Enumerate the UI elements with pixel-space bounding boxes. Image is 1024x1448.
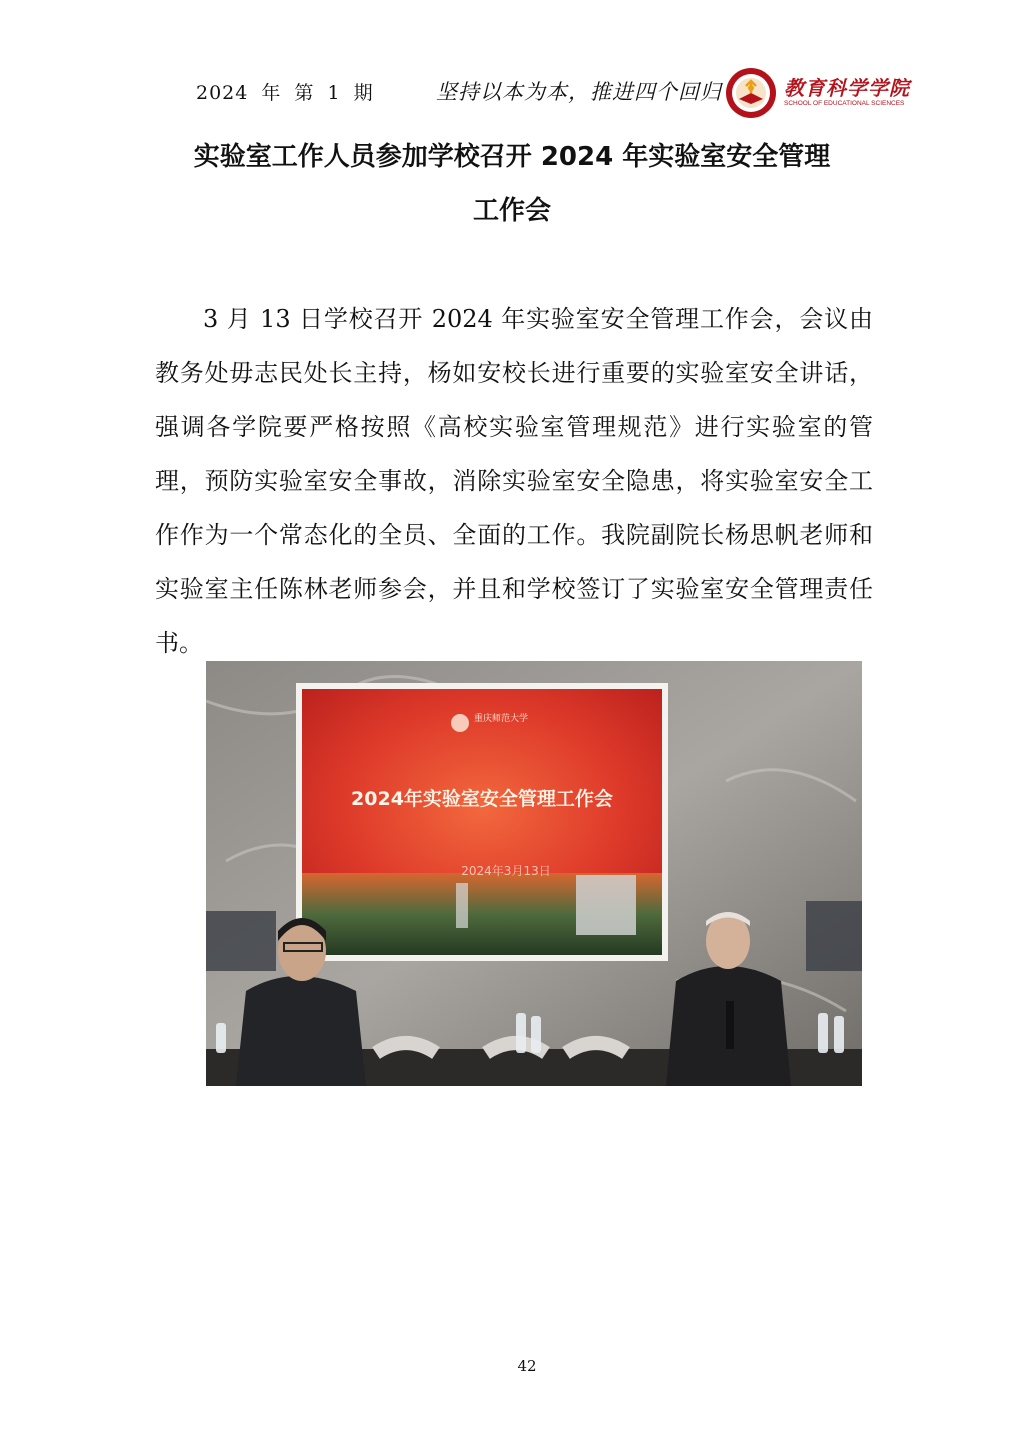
issue-label: 2024 年 第 1 期 — [196, 82, 374, 104]
screen-date: 2024年3月13日 — [461, 864, 551, 878]
college-emblem-icon — [724, 66, 778, 120]
article-body: 3 月 13 日学校召开 2024 年实验室安全管理工作会，会议由教务处毋志民处长主持，杨如安校长进行重要的实验室安全讲话，强调各学院要严格按照《高校实验室管理规范》进行实验室的管理，预防实验室安全事故，消除实验室安全隐患，将实验室安全工作作为一个常态化的全员、全面的工作。我院副院长杨思帆老师和实验室主任陈林老师参会，并且和学校签订了实验室安全管理责任书。 — [155, 305, 873, 657]
page-number: 42 — [517, 1357, 537, 1375]
college-name: 教育科学学院 — [784, 76, 910, 100]
meeting-photo — [206, 661, 862, 1086]
university-seal-icon — [451, 714, 469, 732]
screen-title: 2024年实验室安全管理工作会 — [351, 788, 613, 810]
article-title-line-1: 实验室工作人员参加学校召开 2024 年实验室安全管理 — [193, 142, 831, 172]
article-title-line-2: 工作会 — [472, 196, 551, 226]
college-name-english: SCHOOL OF EDUCATIONAL SCIENCES — [784, 100, 905, 107]
header-motto: 坚持以本为本，推进四个回归 — [436, 80, 722, 104]
college-logo — [724, 66, 914, 120]
screen-university-name: 重庆师范大学 — [474, 714, 529, 724]
